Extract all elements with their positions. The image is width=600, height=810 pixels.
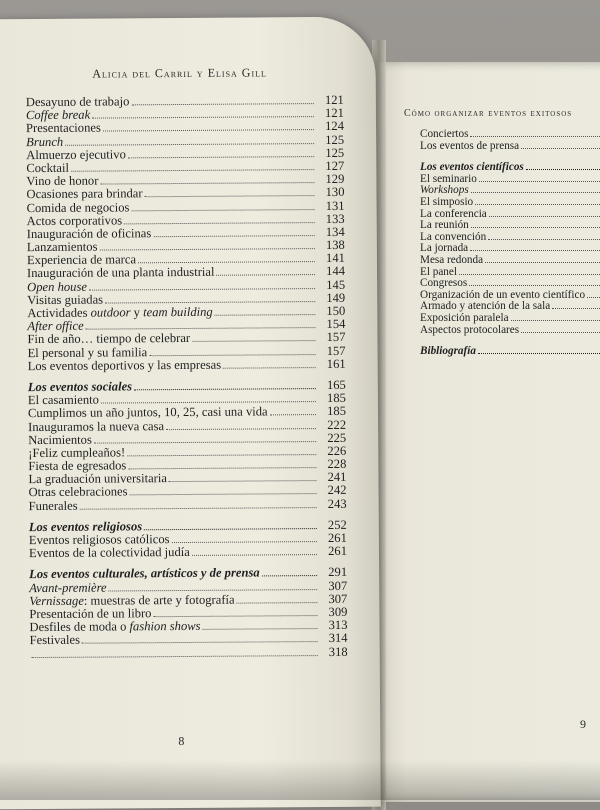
toc-entry-title-part: Exposición paralela <box>420 311 509 324</box>
dot-leader <box>149 354 315 356</box>
dot-leader <box>89 288 315 291</box>
dot-leader <box>82 641 318 644</box>
toc-entry-title <box>420 325 519 337</box>
dot-leader <box>100 182 314 184</box>
dot-leader <box>99 248 314 251</box>
toc-page-number: 124 <box>325 119 345 134</box>
dot-leader <box>65 143 314 146</box>
toc-page-number: 165 <box>326 377 346 392</box>
toc-entry-title-part: Almuerzo ejecutivo <box>26 147 126 162</box>
toc-page-number: 228 <box>327 456 347 472</box>
dot-leader <box>511 320 600 321</box>
toc-page-number: 145 <box>326 277 346 292</box>
dot-leader <box>459 274 600 275</box>
dot-leader <box>262 575 317 576</box>
toc-entry-title-part: Experiencia de marca <box>26 252 137 268</box>
toc-entry-title-part: : muestras de arte y fotografía <box>83 592 235 608</box>
dot-leader <box>485 262 600 263</box>
dot-leader <box>469 285 600 286</box>
dot-leader <box>488 239 600 240</box>
toc-entry-title-part: Eventos religiosos católicos <box>28 532 170 548</box>
toc-entry <box>420 141 600 153</box>
dot-leader <box>32 655 318 658</box>
toc-page-number: 134 <box>325 224 345 239</box>
toc-entry-title-part: Inauguración de una planta industrial <box>26 265 215 281</box>
dot-leader <box>587 297 600 298</box>
dot-leader <box>124 222 315 224</box>
dot-leader <box>130 494 317 496</box>
dot-leader <box>470 136 600 137</box>
toc-entry-title-part: outdoor <box>90 305 131 320</box>
dot-leader <box>169 480 317 482</box>
toc-entry-title-part: Presentaciones <box>25 120 101 136</box>
toc-entry-title-part: El personal y su familia <box>27 344 148 360</box>
toc-entry-title-part: Actos corporativos <box>26 213 123 228</box>
toc-entry-title-part: Visitas guiadas <box>27 292 104 307</box>
toc-entry-title-part: Cocktail <box>26 160 70 176</box>
toc-page-number: 222 <box>327 417 347 432</box>
toc-entry-title-part: Vernissage <box>29 593 84 608</box>
toc-page-number: 121 <box>324 92 344 107</box>
toc-page-number: 185 <box>326 390 346 406</box>
toc-page-number: 138 <box>325 237 345 253</box>
toc-page-number: 125 <box>325 145 345 160</box>
toc-page-number: 314 <box>328 631 348 646</box>
dot-leader <box>144 528 317 530</box>
dot-leader <box>192 340 315 342</box>
toc-page-number: 241 <box>327 470 347 485</box>
toc-page-number: 318 <box>328 644 348 659</box>
dot-leader <box>103 129 314 131</box>
dot-leader <box>192 554 317 556</box>
dot-leader <box>237 602 318 604</box>
toc-entry-title-part: Congresos <box>420 277 468 290</box>
toc-entry-title-part: Desayuno de trabajo <box>25 94 130 110</box>
toc-entry-title-part: fashion shows <box>129 619 201 634</box>
toc-entry-title <box>420 346 476 358</box>
toc-page-number: 307 <box>328 591 348 606</box>
toc-page-number: 226 <box>327 443 347 458</box>
dot-leader <box>71 169 314 172</box>
toc-page-number: 252 <box>327 517 347 532</box>
dot-leader <box>172 541 317 543</box>
toc-page-number: 144 <box>326 264 346 279</box>
toc-entry-title <box>28 358 222 373</box>
dot-leader <box>131 103 313 105</box>
dot-leader <box>223 367 316 369</box>
toc-entry-title-part: Los eventos sociales <box>27 379 133 395</box>
dot-leader <box>92 116 314 119</box>
toc-entry-title-part: Eventos de la colectividad judía <box>28 545 190 561</box>
toc-entry-title-part: Cumplimos un año juntos, 10, 25, casi una vida <box>27 404 268 421</box>
toc-page-number: 225 <box>327 430 347 445</box>
toc-entry-title-part: Los eventos científicos <box>420 161 524 174</box>
toc-entry-title-part: Inauguración de oficinas <box>26 226 152 241</box>
toc-entry-title-part: Funerales <box>28 498 78 513</box>
toc-entry-title-part: Mesa redonda <box>420 253 484 266</box>
dot-leader <box>80 507 317 510</box>
toc-entry-title-part: Comida de negocios <box>26 199 130 215</box>
toc-entry-title-part: Coffee break <box>25 107 91 123</box>
toc-entry-title-part: La jornada <box>420 242 469 255</box>
dot-leader <box>471 227 600 228</box>
toc-entry-title-part: Los eventos deportivos y las empresas <box>27 357 222 373</box>
dot-leader <box>475 204 600 205</box>
toc-entry-title-part: El seminario <box>420 172 477 185</box>
toc-entry-title-part: El panel <box>420 265 457 278</box>
dot-leader <box>471 192 600 193</box>
toc-entry-title-part: La reunión <box>420 219 469 232</box>
toc-entry-title-part: Los eventos de prensa <box>420 139 520 152</box>
toc-page-number: 309 <box>328 604 348 619</box>
dot-leader <box>109 589 318 591</box>
toc-page-number: 261 <box>327 530 347 545</box>
dot-leader <box>128 156 314 158</box>
dot-leader <box>128 467 316 469</box>
toc-entry-title <box>29 546 190 560</box>
toc-entry-title-part: After office <box>27 318 84 334</box>
dot-leader <box>478 353 600 354</box>
dot-leader <box>153 235 315 237</box>
toc-entry-title-part: Los eventos culturales, artísticos y de prensa <box>29 565 260 582</box>
toc-page-number: 129 <box>325 171 345 187</box>
toc-page-number: 242 <box>327 483 347 498</box>
dot-leader <box>94 441 316 444</box>
toc-entry-title-part: La graduación universitaria <box>28 471 167 487</box>
toc-entry-title-part: Desfiles de moda o <box>29 619 130 635</box>
toc-page-number: 161 <box>326 356 346 371</box>
toc-page-number: 125 <box>325 132 345 147</box>
toc-entry-title-part: Vino de honor <box>26 173 99 189</box>
toc-entry-title-part: Nacimientos <box>28 432 92 447</box>
toc-entry-title-part: Open house <box>27 279 87 294</box>
toc-entry-title-part: Organización de un evento científico <box>420 288 586 301</box>
toc-page-number: 150 <box>326 303 346 318</box>
toc-entry-title-part: Otras celebraciones <box>28 484 128 500</box>
dot-leader <box>153 615 317 617</box>
toc-entry-title-part: Fin de año… tiempo de celebrar <box>27 331 191 347</box>
toc-entry-title-part: La convención <box>420 230 487 243</box>
toc-entry-title-part: Los eventos religiosos <box>28 519 143 534</box>
toc-entry-title-part: Conciertos <box>420 128 469 140</box>
toc-entry-title-part: Workshops <box>420 184 469 197</box>
toc-entry-title <box>420 141 519 153</box>
toc-entry-title-part: El simposio <box>420 195 474 208</box>
dot-leader <box>216 275 315 277</box>
dot-leader <box>127 454 316 456</box>
toc-page-number: 154 <box>326 317 346 332</box>
toc-entry-title-part: y <box>130 305 144 320</box>
toc-section-heading <box>420 346 600 358</box>
toc-entry-title-part: Aspectos protocolares <box>420 323 520 336</box>
left-page <box>0 17 381 810</box>
toc-page-number: 141 <box>325 251 345 266</box>
page-number-left: 8 <box>178 733 185 749</box>
toc-entry <box>420 325 600 337</box>
dot-leader <box>270 414 316 415</box>
toc-page-number: 121 <box>324 106 344 121</box>
toc-page-number: 185 <box>327 404 347 419</box>
toc-entry <box>30 645 348 660</box>
dot-leader <box>166 428 316 430</box>
page-number-right: 9 <box>580 717 586 731</box>
toc-entry-title-part: ¡Feliz cumpleaños! <box>28 445 126 460</box>
toc-page-number: 127 <box>325 158 345 173</box>
dot-leader <box>552 308 600 309</box>
dot-leader <box>489 216 600 217</box>
right-page <box>378 62 600 802</box>
toc-page-number: 291 <box>328 565 348 580</box>
toc-entry-title-part: Fiesta de egresados <box>28 458 127 474</box>
dot-leader <box>479 181 600 182</box>
dot-leader <box>526 169 600 170</box>
toc-page-number: 313 <box>328 617 348 633</box>
dot-leader <box>521 332 600 333</box>
toc-page-number: 157 <box>326 343 346 358</box>
dot-leader <box>138 261 315 263</box>
dot-leader <box>105 301 315 303</box>
toc-entry-title-part: Ocasiones para brindar <box>26 186 143 202</box>
toc-page-number: 133 <box>325 211 345 226</box>
toc-entry-title-part: Lanzamientos <box>26 239 98 255</box>
toc-page-number: 149 <box>326 290 346 305</box>
toc-page-number: 131 <box>325 198 345 213</box>
dot-leader <box>145 195 315 197</box>
toc-entry-title <box>29 499 78 513</box>
toc-entry-title <box>30 634 80 648</box>
dot-leader <box>86 327 316 330</box>
toc-entry-title-part: Brunch <box>26 134 64 149</box>
toc-entry-title-part: Inauguramos la nueva casa <box>28 418 165 434</box>
toc-page-number: 307 <box>328 578 348 593</box>
toc-entry-title-part: Armado y atención de la sala <box>420 300 551 313</box>
running-header-left: Alicia del Carril y Elisa Gill <box>92 65 267 81</box>
dot-leader <box>203 628 318 630</box>
toc-page-number: 243 <box>327 496 347 511</box>
table-of-contents-left <box>26 94 348 661</box>
toc-page-number: 261 <box>328 544 348 559</box>
running-header-right: Cómo organizar eventos exitosos <box>404 108 573 119</box>
dot-leader <box>215 314 316 316</box>
toc-entry-title-part: Actividades <box>27 305 91 321</box>
toc-entry-title-part: Presentación de un libro <box>29 606 152 622</box>
toc-entry-title-part: La conferencia <box>420 207 487 220</box>
toc-entry-title-part: El casamiento <box>27 392 99 408</box>
toc-entry-title-part: Bibliografía <box>420 345 476 358</box>
dot-leader <box>470 250 600 251</box>
toc-page-number: 130 <box>325 185 345 200</box>
toc-entry-title-part: team building <box>143 304 213 320</box>
dot-leader <box>131 209 314 211</box>
toc-entry-title-part: Festivales <box>29 633 81 648</box>
toc-entry-title-part: Avant-première <box>29 580 107 595</box>
table-of-contents-right <box>420 129 600 358</box>
bottom-shadow <box>0 760 600 800</box>
toc-page-number: 157 <box>326 330 346 345</box>
dot-leader <box>521 148 600 149</box>
dot-leader <box>101 401 316 404</box>
dot-leader <box>134 388 316 390</box>
